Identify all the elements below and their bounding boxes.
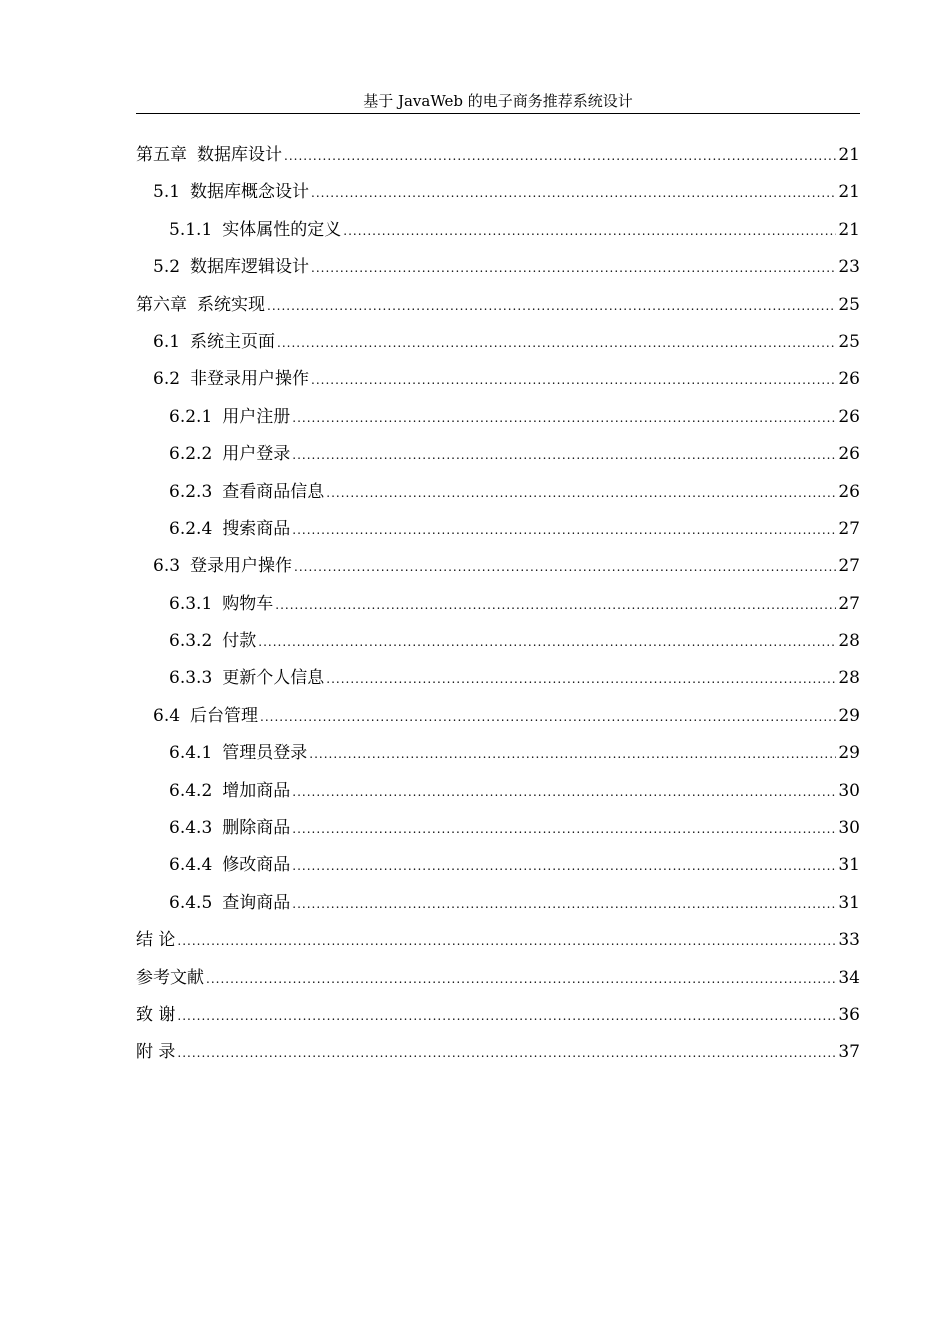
toc-entry-title: 查看商品信息 [222, 481, 325, 502]
toc-entry-number: 6.2.1 [169, 406, 213, 427]
toc-entry-number: 6.4 [153, 705, 181, 726]
toc-entry-title: 数据库设计 [197, 145, 282, 165]
toc-entry-page-number: 26 [838, 444, 860, 465]
table-of-contents [136, 137, 860, 1072]
toc-entry-title: 后台管理 [190, 705, 259, 726]
toc-entry[interactable] [136, 810, 860, 847]
toc-entry[interactable] [136, 1034, 860, 1071]
toc-entry[interactable] [136, 960, 860, 997]
toc-entry-page-number: 29 [838, 705, 860, 726]
toc-dot-leader [292, 400, 836, 437]
toc-entry[interactable] [136, 548, 860, 585]
toc-entry-title: 用户登录 [222, 444, 291, 465]
toc-dot-leader [292, 437, 836, 474]
toc-dot-leader [292, 886, 836, 923]
toc-entry-number: 6.2.4 [169, 518, 213, 539]
toc-entry-page-number: 23 [838, 257, 860, 278]
toc-dot-leader [292, 811, 836, 848]
toc-entry-page-number: 30 [838, 780, 860, 801]
toc-dot-leader [177, 923, 836, 960]
toc-entry-page-number: 26 [838, 406, 860, 427]
toc-entry[interactable] [136, 735, 860, 772]
toc-entry-title: 实体属性的定义 [222, 219, 342, 240]
toc-entry[interactable] [136, 847, 860, 884]
toc-dot-leader [343, 213, 836, 250]
toc-entry[interactable] [136, 324, 860, 361]
toc-entry-number: 第五章 [136, 145, 187, 165]
toc-entry-page-number: 37 [838, 1042, 860, 1063]
toc-entry-page-number: 34 [838, 967, 860, 988]
toc-entry-title: 管理员登录 [222, 743, 308, 764]
toc-entry-number: 6.3.1 [169, 593, 213, 614]
toc-entry-number: 6.4.1 [169, 743, 213, 764]
toc-entry-page-number: 29 [838, 743, 860, 764]
toc-entry-title: 用户注册 [222, 406, 291, 427]
toc-entry[interactable] [136, 137, 860, 174]
toc-entry-title: 搜索商品 [222, 518, 291, 539]
toc-entry-title: 购物车 [222, 593, 274, 614]
toc-dot-leader [326, 475, 836, 512]
toc-entry[interactable] [136, 997, 860, 1034]
toc-entry-title: 增加商品 [222, 780, 291, 801]
toc-entry[interactable] [136, 212, 860, 249]
toc-entry-page-number: 31 [838, 892, 860, 913]
toc-dot-leader [294, 549, 836, 586]
toc-entry-number: 6.4.4 [169, 855, 213, 876]
toc-entry-title: 结 论 [136, 930, 176, 951]
toc-entry[interactable] [136, 698, 860, 735]
toc-entry-page-number: 27 [838, 518, 860, 539]
toc-entry-page-number: 30 [838, 818, 860, 839]
toc-entry-title: 附 录 [136, 1042, 176, 1063]
toc-entry-page-number: 21 [838, 145, 860, 165]
toc-entry[interactable] [136, 660, 860, 697]
toc-entry-number: 6.4.3 [169, 818, 213, 839]
toc-dot-leader [311, 175, 836, 212]
toc-entry[interactable] [136, 773, 860, 810]
toc-entry-title: 系统实现 [197, 294, 265, 315]
page-header-title: 基于 JavaWeb 的电子商务推荐系统设计 [363, 92, 633, 110]
toc-entry-number: 5.1 [153, 182, 181, 203]
toc-entry[interactable] [136, 287, 860, 324]
toc-dot-leader [177, 1035, 836, 1072]
toc-entry-page-number: 21 [838, 219, 860, 240]
toc-entry-page-number: 28 [838, 668, 860, 689]
toc-entry[interactable] [136, 361, 860, 398]
toc-entry[interactable] [136, 623, 860, 660]
toc-entry-title: 付款 [222, 631, 257, 652]
toc-entry-page-number: 21 [838, 182, 860, 203]
toc-dot-leader [309, 736, 836, 773]
toc-entry-number: 6.3.3 [169, 668, 213, 689]
toc-entry-number: 6.3 [153, 556, 181, 577]
toc-dot-leader [292, 848, 836, 885]
toc-entry-title: 更新个人信息 [222, 668, 325, 689]
toc-entry-title: 查询商品 [222, 892, 291, 913]
toc-dot-leader [267, 288, 836, 325]
toc-entry-number: 第六章 [136, 294, 187, 315]
toc-entry-title: 非登录用户操作 [190, 369, 310, 390]
page-header [136, 88, 860, 114]
toc-entry-number: 6.3.2 [169, 631, 213, 652]
toc-entry-title: 删除商品 [222, 818, 291, 839]
toc-entry[interactable] [136, 399, 860, 436]
toc-entry-page-number: 27 [838, 556, 860, 577]
toc-entry[interactable] [136, 922, 860, 959]
toc-dot-leader [258, 624, 836, 661]
toc-entry-number: 6.4.5 [169, 892, 213, 913]
toc-entry-page-number: 26 [838, 369, 860, 390]
toc-entry-number: 5.1.1 [169, 219, 213, 240]
toc-dot-leader [206, 961, 836, 998]
toc-entry-page-number: 33 [838, 930, 860, 951]
toc-entry-number: 6.1 [153, 331, 181, 352]
toc-dot-leader [292, 774, 836, 811]
toc-entry-page-number: 25 [838, 331, 860, 352]
toc-entry-page-number: 26 [838, 481, 860, 502]
toc-entry[interactable] [136, 174, 860, 211]
toc-dot-leader [275, 587, 836, 624]
toc-entry-number: 6.2 [153, 369, 181, 390]
toc-entry-page-number: 36 [838, 1004, 860, 1025]
toc-entry[interactable] [136, 586, 860, 623]
toc-entry-title: 参考文献 [136, 967, 204, 988]
toc-dot-leader [311, 362, 836, 399]
toc-entry-title: 系统主页面 [190, 331, 276, 352]
toc-dot-leader [284, 138, 836, 175]
toc-entry-number: 5.2 [153, 257, 181, 278]
toc-entry-title: 修改商品 [222, 855, 291, 876]
toc-entry-page-number: 31 [838, 855, 860, 876]
toc-entry-title: 数据库概念设计 [190, 182, 310, 203]
toc-dot-leader [311, 250, 836, 287]
toc-dot-leader [292, 512, 836, 549]
toc-entry-title: 登录用户操作 [190, 556, 293, 577]
toc-entry[interactable] [136, 474, 860, 511]
toc-dot-leader [177, 998, 836, 1035]
toc-entry[interactable] [136, 249, 860, 286]
toc-entry[interactable] [136, 436, 860, 473]
toc-entry-number: 6.2.2 [169, 444, 213, 465]
toc-entry-title: 数据库逻辑设计 [190, 257, 310, 278]
toc-entry-page-number: 27 [838, 593, 860, 614]
toc-entry-title: 致 谢 [136, 1004, 176, 1025]
toc-entry[interactable] [136, 885, 860, 922]
toc-entry[interactable] [136, 511, 860, 548]
toc-dot-leader [326, 661, 836, 698]
toc-entry-number: 6.4.2 [169, 780, 213, 801]
toc-dot-leader [260, 699, 836, 736]
toc-entry-number: 6.2.3 [169, 481, 213, 502]
toc-entry-page-number: 28 [838, 631, 860, 652]
toc-entry-page-number: 25 [838, 294, 860, 315]
toc-dot-leader [277, 325, 836, 362]
